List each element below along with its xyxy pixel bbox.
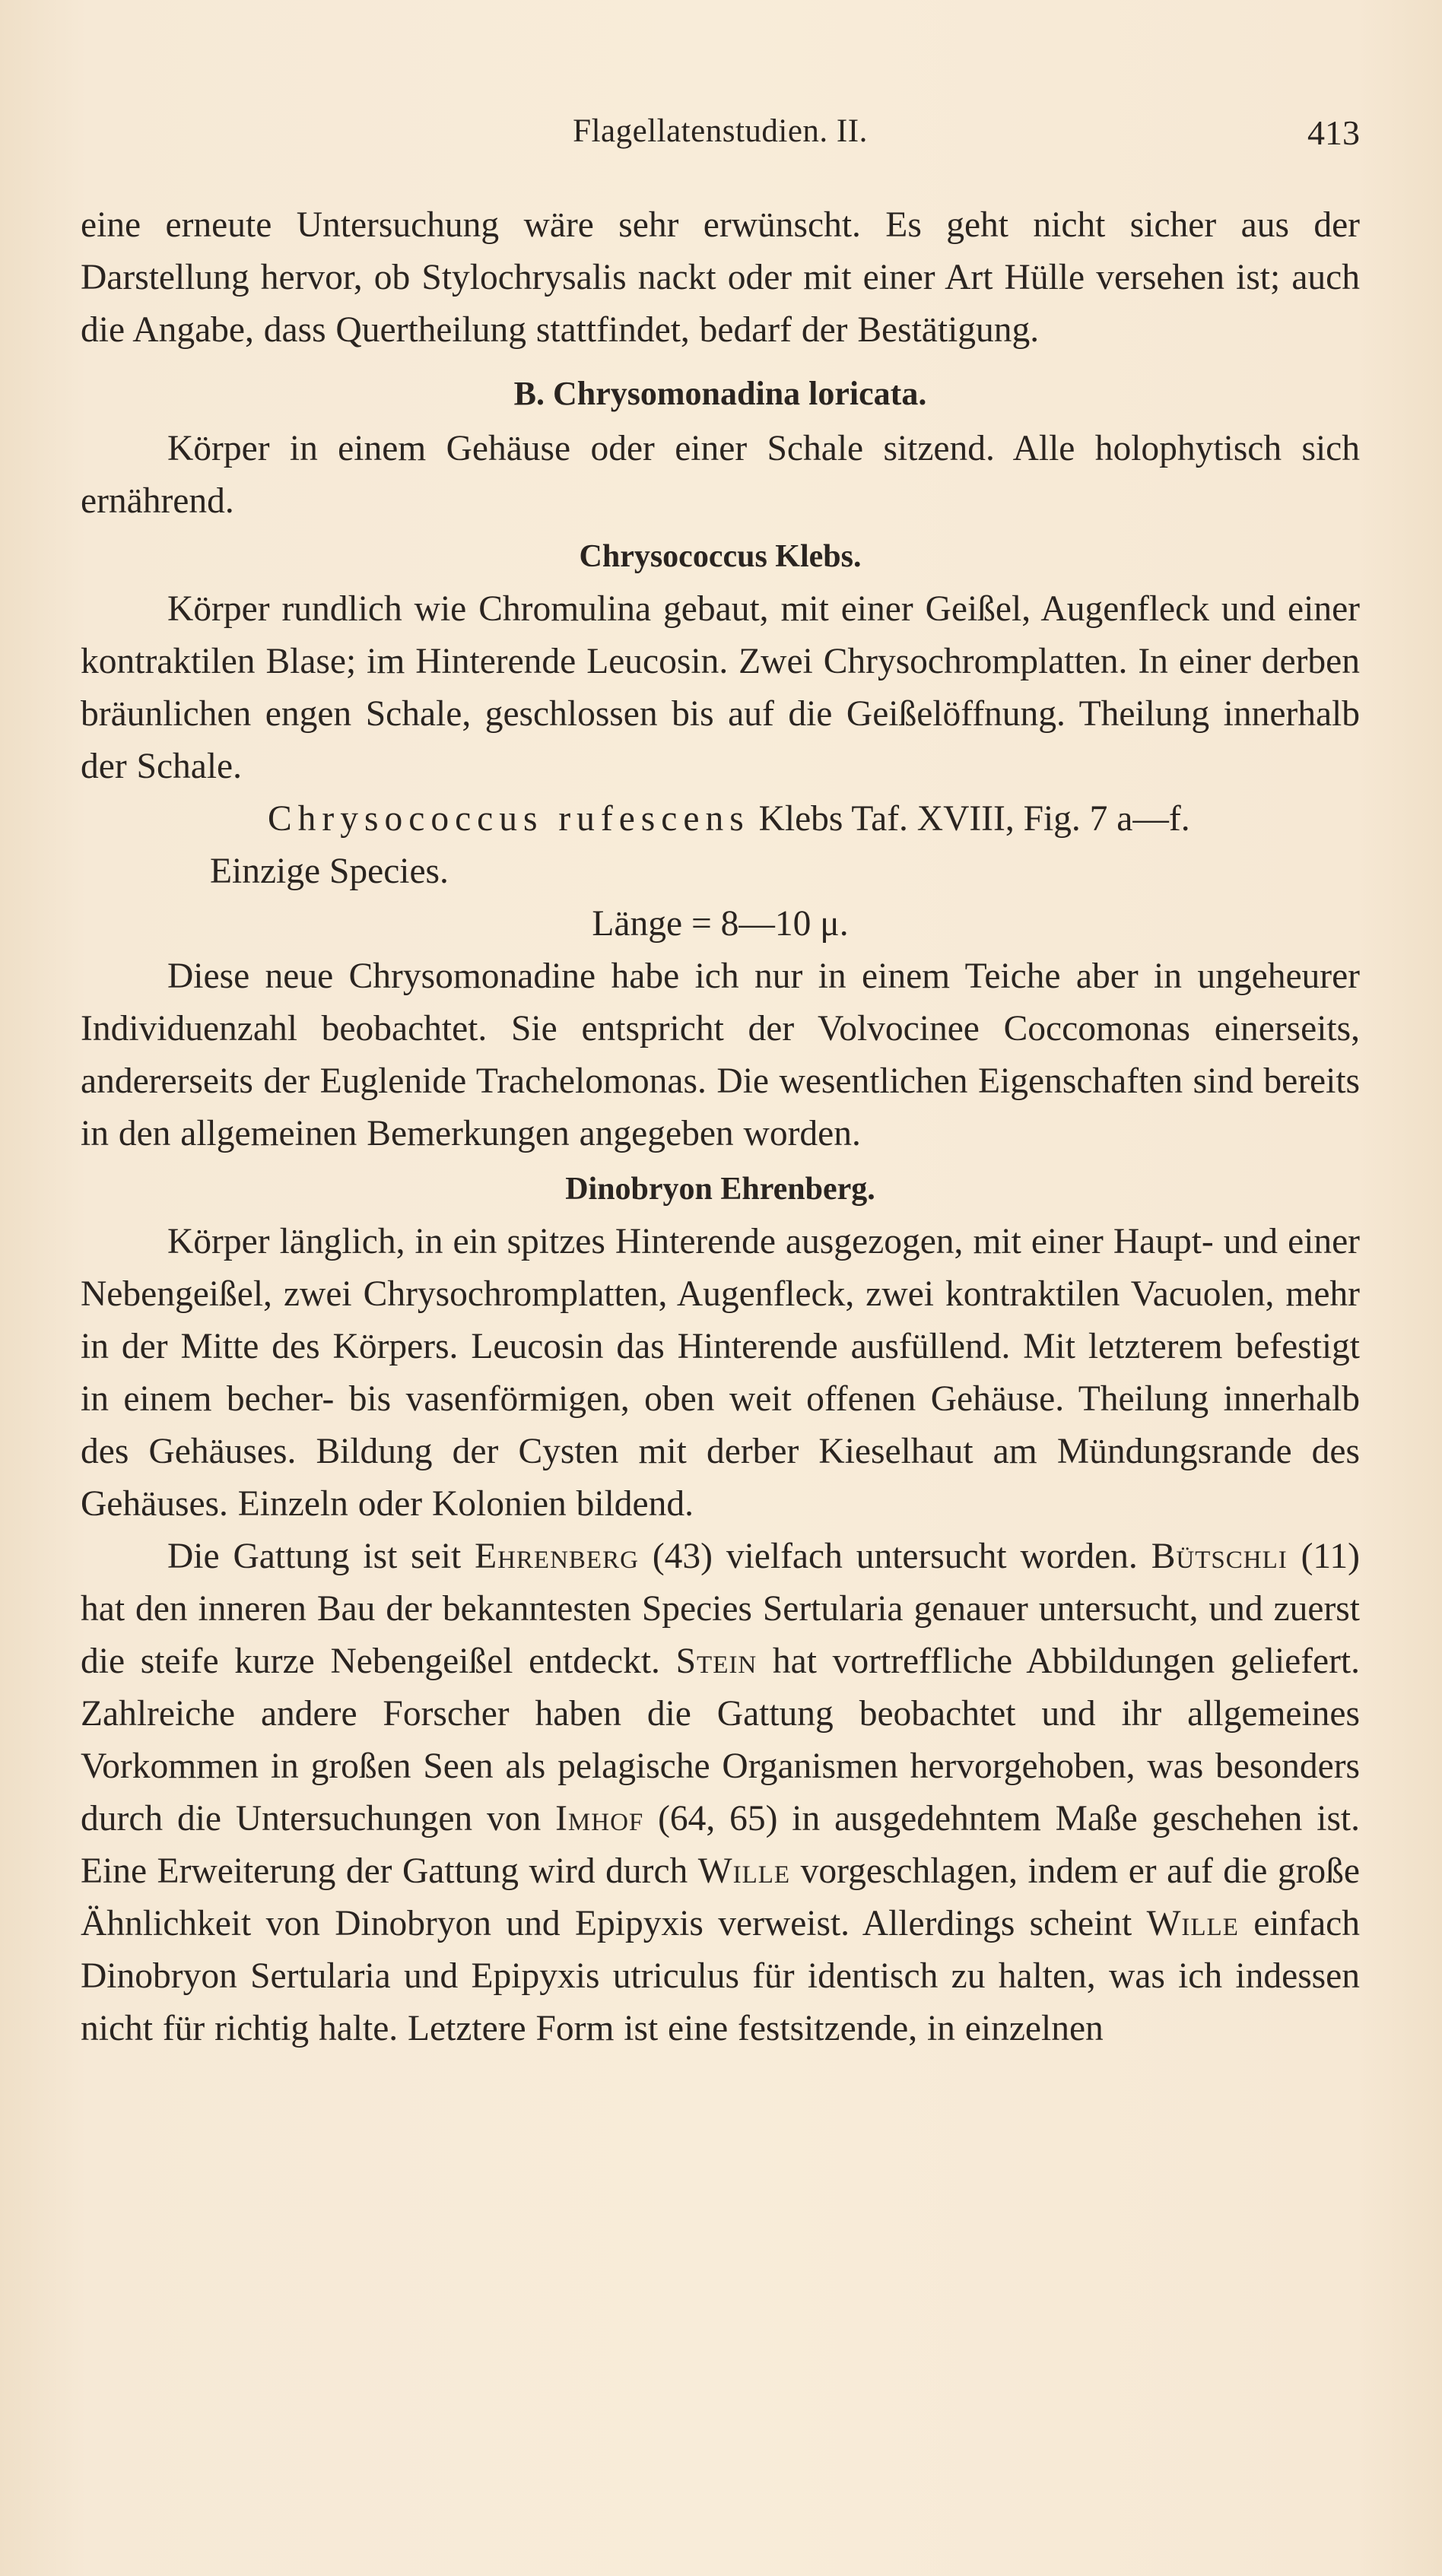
paragraph-dinobryon-description: Körper länglich, in ein spitzes Hinterende ausgezogen, mit einer Haupt- und einer Nebengeißel, zwei Chrysochromplatten, Augenfleck, zwei kontraktilen Vacuolen, mehr in der Mitte des Körpers. Leucosin das Hinterende ausfüllend. Mit letzterem befestigt in einem becher- bis vasenförmigen, oben weit offenen Gehäuse. Theilung innerhalb des Gehäuses. Bildung der Cysten mit derber Kieselhaut am Mündungsrande des Gehäuses. Einzeln oder Kolonien bildend. bbox=[81, 1222, 1360, 1524]
running-title: Flagellatenstudien. II. bbox=[573, 113, 868, 149]
author-wille: Wille bbox=[1146, 1904, 1239, 1943]
author-wille: Wille bbox=[697, 1851, 791, 1891]
history-text-2: (43) vielfach untersucht worden. bbox=[638, 1537, 1151, 1576]
history-text-4: hat vortreffliche Abbildungen geliefert. Zahlreiche andere Forscher haben die Gattung beobachtet und ihr allgemeines Vorkommen in großen Seen als pelagische Organismen hervorgehoben, was besonders durch die Untersuchungen von bbox=[81, 1642, 1361, 1838]
paragraph-dinobryon-history bbox=[81, 1531, 1360, 2055]
author-butschli: Bütschli bbox=[1151, 1537, 1288, 1576]
species-name: Chrysococcus rufescens bbox=[268, 799, 750, 839]
page-body bbox=[81, 199, 1360, 2055]
length-measure: Länge = 8—10 μ. bbox=[592, 904, 849, 944]
section-heading-b: B. Chrysomonadina loricata. bbox=[513, 375, 927, 412]
page-number: 413 bbox=[1307, 113, 1360, 152]
genus-heading-dinobryon: Dinobryon Ehrenberg. bbox=[565, 1172, 875, 1207]
genus-heading-chrysococcus: Chrysococcus Klebs. bbox=[579, 539, 862, 574]
history-text-5: (64, 65) in ausgedehntem Maße geschehen ist. Eine Erweiterung der Gattung wird durch bbox=[81, 1799, 1361, 1891]
species-line bbox=[81, 793, 1360, 845]
paragraph-chrysococcus-notes: Diese neue Chrysomonadine habe ich nur in einem Teiche aber in ungeheurer Individuenzahl beobachtet. Sie entspricht der Volvocinee Coccomonas einerseits, andererseits der Euglenide Trachelomonas. Die wesentlichen Eigenschaften sind bereits in den allgemeinen Bemerkungen angegeben worden. bbox=[81, 956, 1360, 1153]
paragraph-chrysococcus-description: Körper rundlich wie Chromulina gebaut, mit einer Geißel, Augenfleck und einer kontraktilen Blase; im Hinterende Leucosin. Zwei Chrysochromplatten. In einer derben bräunlichen engen Schale, geschlossen bis auf die Geißelöffnung. Theilung innerhalb der Schale. bbox=[81, 589, 1360, 786]
species-reference: Klebs Taf. XVIII, Fig. 7 a—f. bbox=[749, 799, 1190, 839]
paragraph-intro: eine erneute Untersuchung wäre sehr erwünscht. Es geht nicht sicher aus der Darstellung hervor, ob Stylochrysalis nackt oder mit einer Art Hülle versehen ist; auch die Angabe, dass Quertheilung stattfindet, bedarf der Bestätigung. bbox=[81, 205, 1360, 350]
history-text-7: einfach Dinobryon Sertularia und Epipyxis utriculus für identisch zu halten, was ich indessen nicht für richtig halte. Letztere Form ist eine festsitzende, in einzelnen bbox=[81, 1904, 1360, 2048]
paragraph-section-b: Körper in einem Gehäuse oder einer Schale sitzend. Alle holophytisch sich ernährend. bbox=[81, 429, 1360, 521]
history-text-1: Die Gattung ist seit bbox=[167, 1537, 475, 1576]
history-text-3: (11) hat den inneren Bau der bekanntesten Species Sertularia genauer untersucht, und zuerst die steife kurze Nebengeißel entdeckt. bbox=[81, 1537, 1360, 1681]
author-stein: Stein bbox=[675, 1642, 758, 1681]
author-imhof: Imhof bbox=[555, 1799, 644, 1838]
page-header bbox=[81, 113, 1360, 158]
author-ehrenberg: Ehrenberg bbox=[475, 1537, 639, 1576]
single-species-note: Einzige Species. bbox=[210, 852, 449, 891]
history-text-6: vorgeschlagen, indem er auf die große Ähnlichkeit von Dinobryon und Epipyxis verweist. Allerdings scheint bbox=[81, 1851, 1360, 1943]
